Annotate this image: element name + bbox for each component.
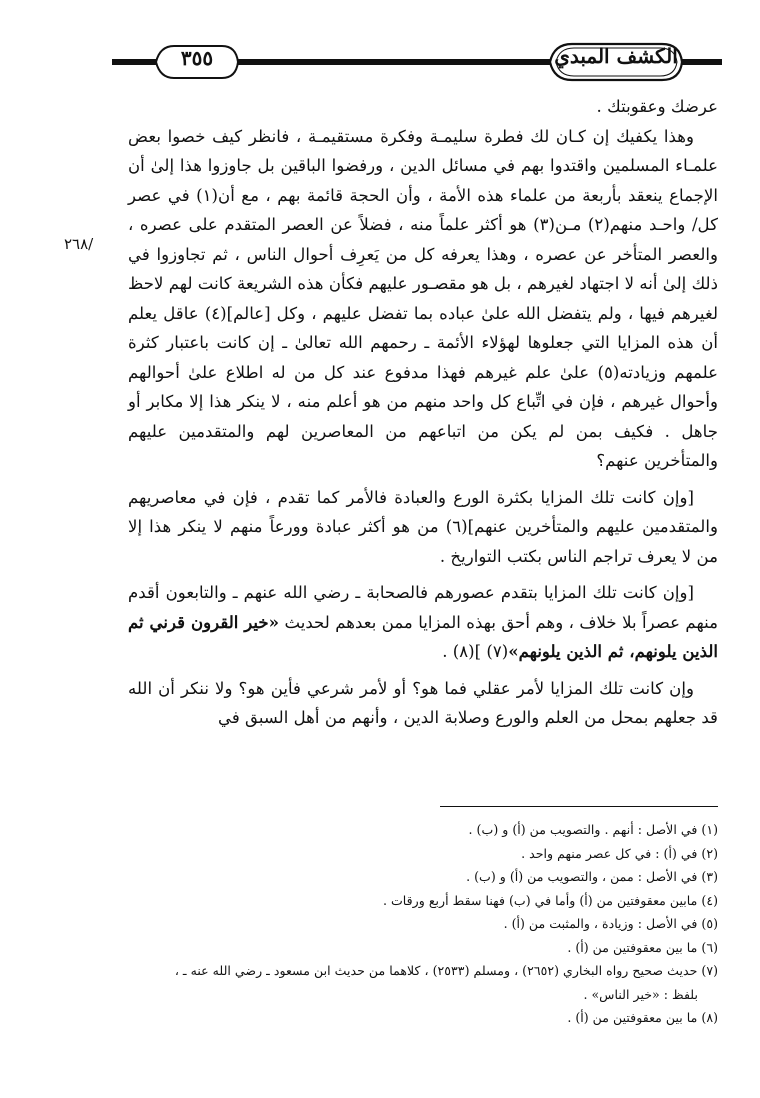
paragraph-4: وإن كانت تلك المزايا لأمر عقلي فما هو؟ أو لأمر شرعي فأين هو؟ ولا ننكر أن الله قد جعلهم بمحل من العلم والورع وصلابة الدين ، وأنهم من أهل السبق في	[128, 678, 718, 727]
footnote-3: (٣) في الأصل : ممن ، والتصويب من (أ) و (ب) .	[466, 869, 718, 884]
main-text	[128, 92, 718, 733]
paragraph-2: [وإن كانت تلك المزايا بكثرة الورع والعبادة فالأمر كما تقدم ، فإن في معاصريهم والمتقدمين عليهم والمتأخرين عنهم](٦) من هو أكثر عبادة وورعاً منهم لا ينكر هذا إلا من لا يعرف تراجم الناس بكتب التواريخ .	[128, 487, 718, 566]
paragraph-3	[128, 578, 718, 667]
footnote-divider	[440, 806, 718, 807]
footnote-1: (١) في الأصل : أنهم . والتصويب من (أ) و (ب) .	[468, 822, 718, 837]
paragraph-3-refs: (٧) ](٨) .	[442, 642, 509, 661]
page-header	[112, 40, 722, 84]
footnotes	[128, 818, 718, 1030]
footnote-6: (٦) ما بين معقوفتين من (أ) .	[567, 939, 718, 955]
paragraph-3-text: [وإن كانت تلك المزايا بتقدم عصورهم فالصحابة ـ رضي الله عنهم ـ والتابعون أقدم منهم عصراً بلا خلاف ، وهم أحق بهذه المزايا ممن بعدهم لحديث	[128, 583, 718, 632]
footnote-7-continuation: بلفظ : «خير الناس» .	[583, 986, 698, 1002]
footnote-4: (٤) مابين معقوفتين من (أ) وأما في (ب) فهنا سقط أربع ورقات .	[382, 892, 718, 908]
book-title: الكشف المبدي	[554, 44, 678, 68]
paragraph-1: وهذا يكفيك إن كـان لك فطرة سليمـة وفكرة مستقيمـة ، فانظر كيف خصوا بعض علمـاء المسلمين واقتدوا بهم في مسائل الدين ، ورفضوا الباقين بل جاوزوا هذا إلىٰ أن الإجماع ينعقد بأربعة من علماء هذه الأمة ، وأن الحجة قائمة بهم ، مع أن(١) في عصر كل/ واحـد منهم(٢) مـن(٣) هو أكثر علماً منه ، فضلاً عن العصر المتقدم على عصره ، والعصر المتأخر عن عصره ، وهذا يعرفه كل من يَعرِف أحوال الناس ، ثم تجاوزوا في ذلك إلىٰ أنه لا اجتهاد لغيرهم ، بل هو مقصـور عليهم فكأن هذه الشريعة كانت لهم لاحظ لغيرهم فيها ، ولم يتفضل الله علىٰ عباده بما تفضل عليهم ، وكل [عالم](٤) عاقل يعلم أن هذه المزايا التي جعلوها لهؤلاء الأئمة ـ رحمهم الله تعالىٰ ـ إن كانت باعتبار كثرة علمهم وزيادته(٥) علىٰ علم غيرهم فهذا مدفوع عند كل من له اطلاع علىٰ أحوالهم وأحوال غيرهم ، فإن في اتِّباع كل واحد منهم من هو أعلم منه ، لا ينكر هذا إلا مكابر أو جاهل . فكيف بمن لم يكن من اتباعهم من المعاصرين لهم والمتقدمين عليهم والمتأخرين عنهم؟	[128, 126, 719, 470]
hadith-quote: «خير القرون قرني ثم الذين يلونهم، ثم الذين يلونهم»	[128, 611, 718, 661]
footnote-2: (٢) في (أ) : في كل عصر منهم واحد .	[521, 845, 718, 861]
footnote-7: (٧) حديث صحيح رواه البخاري (٢٦٥٢) ، ومسلم (٢٥٣٣) ، كلاهما من حديث ابن مسعود ـ رضي الله عنه ـ ،	[174, 963, 718, 978]
line-start: عرضك وعقوبتك .	[596, 97, 718, 116]
margin-folio-reference: ٢٦٨/	[64, 235, 94, 253]
page-number: ٣٥٥	[180, 46, 214, 70]
footnote-8: (٨) ما بين معقوفتين من (أ) .	[567, 1010, 718, 1025]
footnote-5: (٥) في الأصل : وزيادة ، والمثبت من (أ) .	[503, 916, 718, 931]
